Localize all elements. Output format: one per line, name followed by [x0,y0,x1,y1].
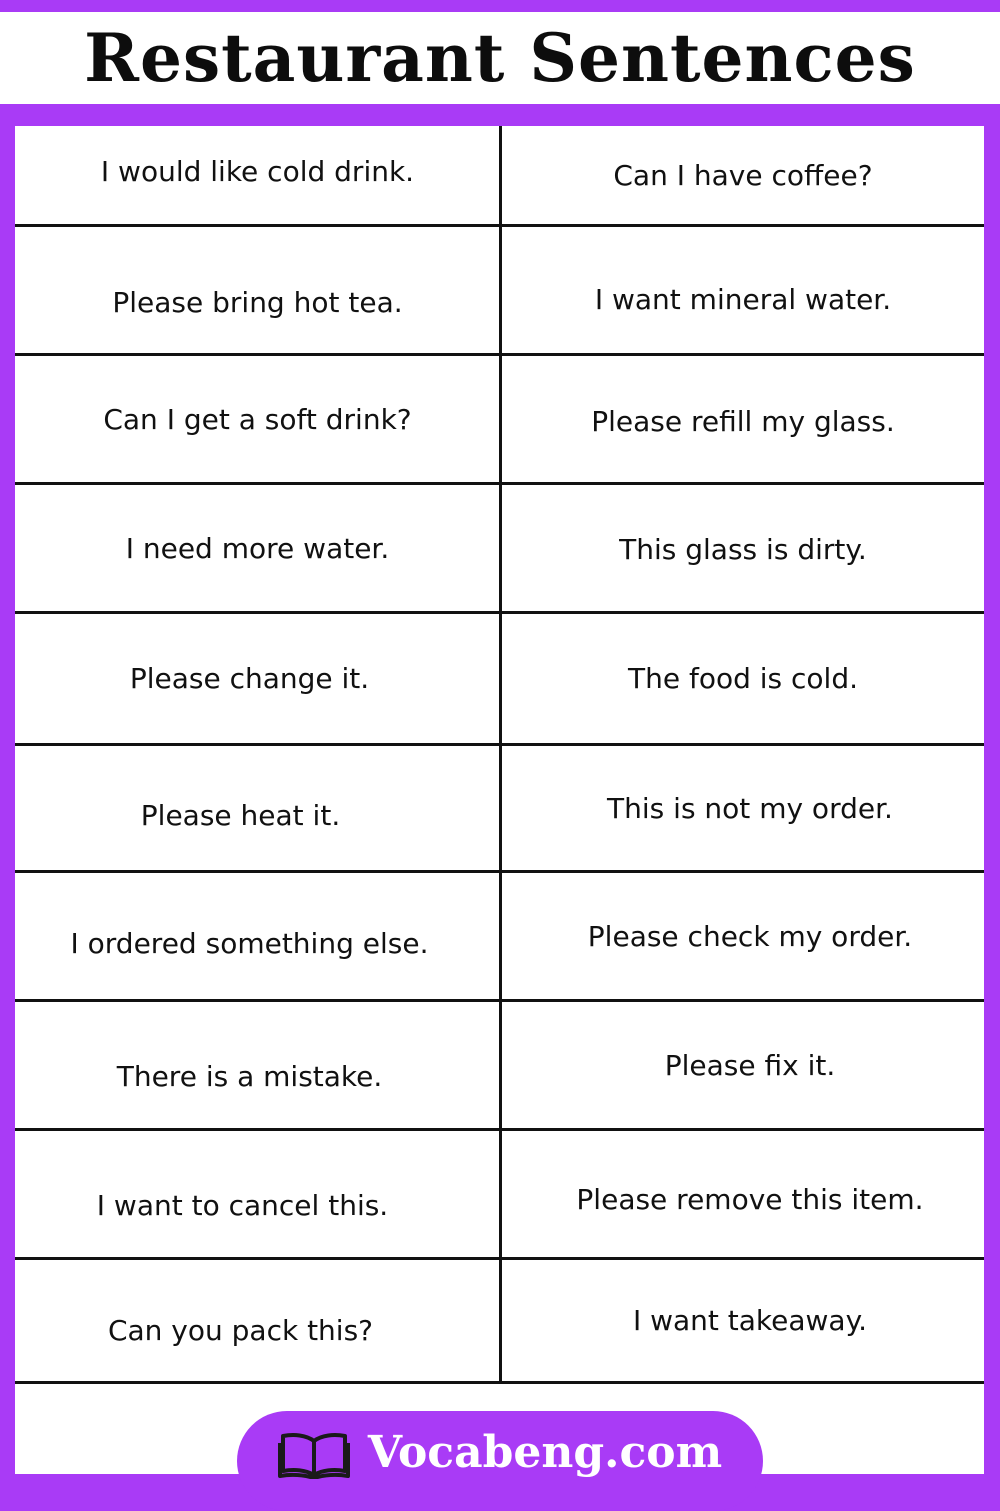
site-badge [237,1411,763,1511]
sentence-cell-right: Please refill my glass. [591,404,895,438]
sentence-cell-right: This is not my order. [607,791,893,825]
title-band [0,12,1000,104]
sentence-cell-right: This glass is dirty. [619,532,867,566]
open-book-icon [278,1431,350,1479]
sentence-cell-left: Please change it. [129,662,370,695]
sentence-cell-left: Can you pack this? [107,1314,374,1347]
sentence-panel [15,126,984,1474]
sentence-cell-right: Please remove this item. [576,1182,924,1216]
sentence-cell-right: I want takeaway. [632,1304,868,1337]
page-title: Restaurant Sentences [84,19,916,97]
sentence-cell-left: I would like cold drink. [100,154,415,188]
sentence-table [15,126,984,1384]
sentence-cell-left: There is a mistake. [116,1059,383,1093]
sentence-cell-right: The food is cold. [627,662,858,695]
site-name: Vocabeng.com [367,1427,723,1478]
sentence-cell-right: Please check my order. [587,919,913,953]
sentence-cell-right: Can I have coffee? [613,158,873,192]
sentence-cell-right: Please fix it. [664,1048,836,1082]
sentence-cell-left: Please bring hot tea. [112,285,403,319]
sentence-cell-left: I ordered something else. [70,926,429,960]
column-divider [499,126,502,1384]
sentence-cell-left: Please heat it. [140,798,341,832]
sentence-cell-left: Can I get a soft drink? [103,402,412,436]
sentence-cell-left: I need more water. [125,531,390,565]
sentence-cell-right: I want mineral water. [594,282,892,316]
sentence-cell-left: I want to cancel this. [96,1188,389,1222]
